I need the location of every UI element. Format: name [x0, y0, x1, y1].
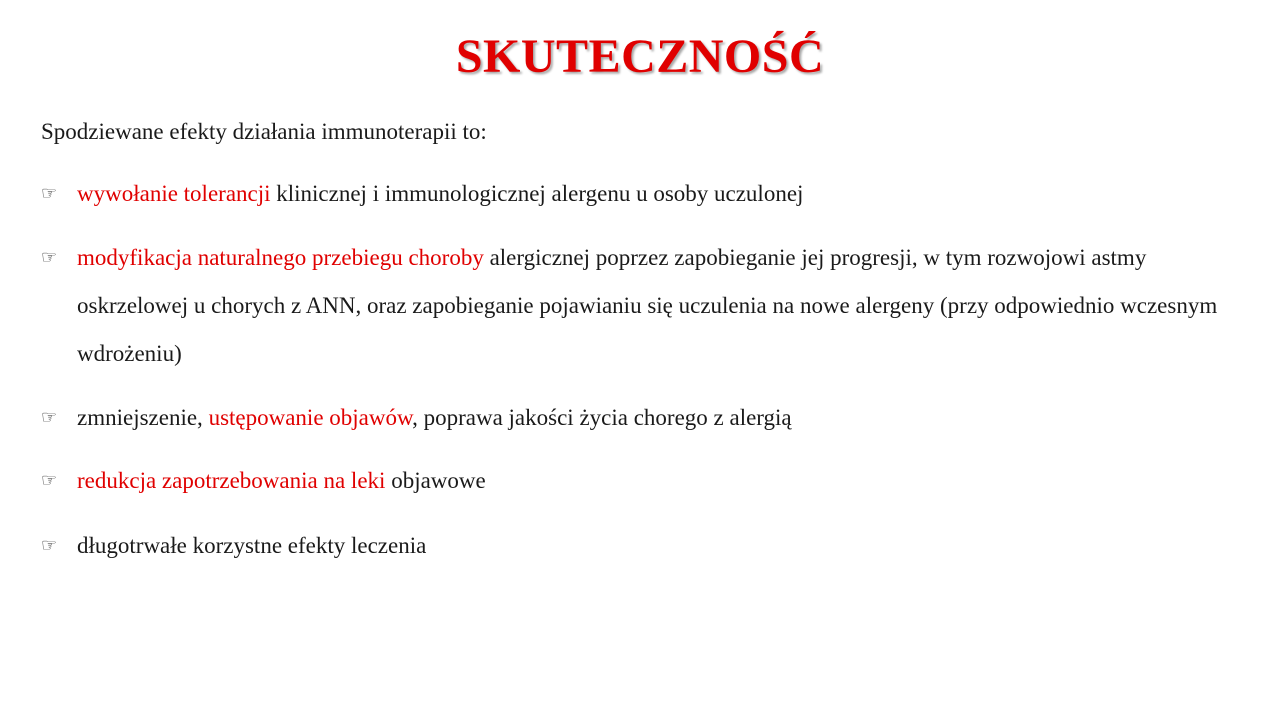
- bullet-text: [77, 170, 1221, 218]
- pointing-hand-icon: ☞: [41, 183, 58, 204]
- highlight-text: ustępowanie objawów: [208, 405, 413, 430]
- highlight-text: redukcja zapotrzebowania na leki: [77, 468, 386, 493]
- bullet-text: [77, 234, 1221, 378]
- plain-text: alergicznej poprzez zapobieganie jej progresji, w tym rozwojowi astmy oskrzelowej u chorych z ANN, oraz zapobieganie pojawianiu się uczulenia na nowe alergeny (przy odpowiednio wczesnym wdrożeniu): [77, 245, 1218, 366]
- pointing-hand-icon: ☞: [41, 407, 58, 428]
- pointing-hand-icon: ☞: [41, 470, 58, 491]
- plain-text: objawowe: [385, 468, 486, 493]
- slide-title: SKUTECZNOŚĆ: [455, 30, 825, 83]
- bullet-item: [41, 394, 1221, 442]
- bullet-item: [41, 457, 1221, 505]
- pointing-hand-icon: ☞: [41, 247, 58, 268]
- intro-text: Spodziewane efekty działania immunoterapii to:: [41, 119, 487, 144]
- plain-text: zmniejszenie,: [77, 405, 209, 430]
- pointing-hand-icon: ☞: [41, 535, 58, 556]
- bullet-text: [77, 522, 1221, 570]
- bullet-item: [41, 234, 1221, 378]
- plain-text: długotrwałe korzystne efekty leczenia: [77, 533, 427, 558]
- highlight-text: wywołanie tolerancji: [77, 181, 271, 206]
- bullet-item: [41, 522, 1221, 570]
- bullet-text: [77, 394, 1221, 442]
- highlight-text: modyfikacja naturalnego przebiegu choroby: [77, 245, 484, 270]
- plain-text: klinicznej i immunologicznej alergenu u osoby uczulonej: [270, 181, 804, 206]
- plain-text: , poprawa jakości życia chorego z alergią: [412, 405, 792, 430]
- bullet-item: [41, 170, 1221, 218]
- bullet-text: [77, 457, 1221, 505]
